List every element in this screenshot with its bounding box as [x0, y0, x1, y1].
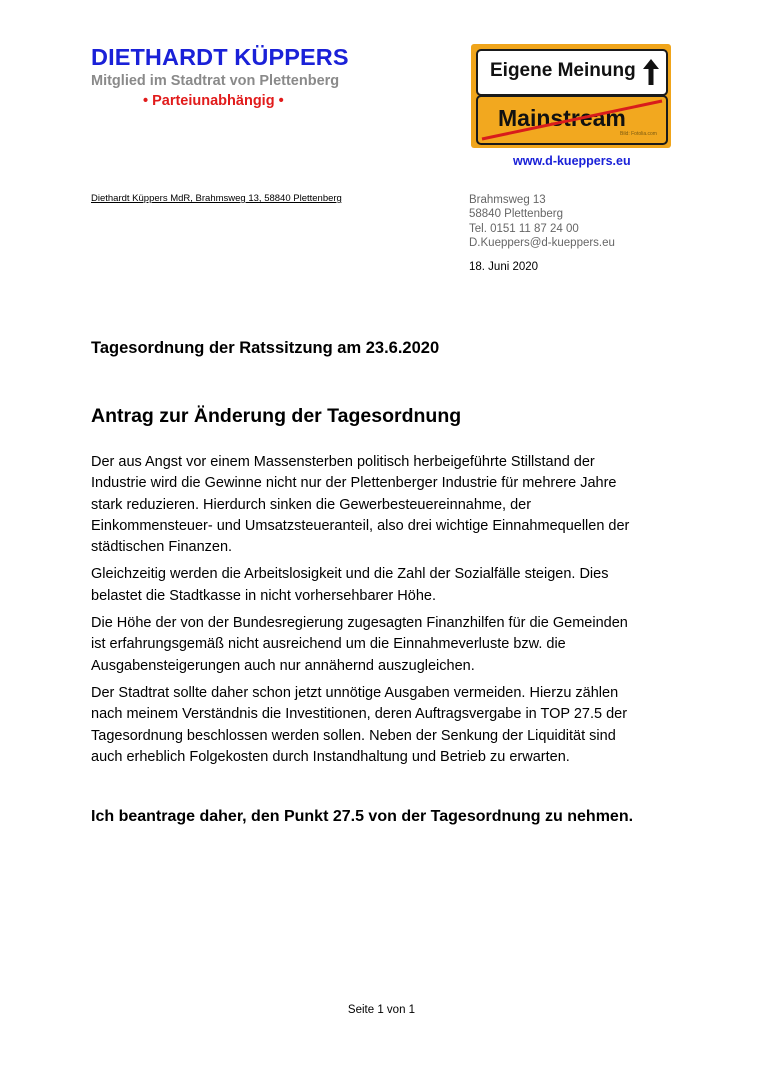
address-city: 58840 Plettenberg [469, 208, 563, 221]
text-line: Einkommensteuer- und Umsatzsteueranteil, also drei wichtige Einnahmequellen der [91, 517, 630, 534]
address-email: D.Kueppers@d-kueppers.eu [469, 236, 615, 249]
text-line: Gleichzeitig werden die Arbeitslosigkeit und die Zahl der Sozialfälle steigen. Dies [91, 566, 609, 583]
sign-credit: Bild: Fotolia.com [620, 131, 657, 137]
letter-body [91, 452, 691, 774]
text-line: Industrie wird die Gewinne nicht nur der Plettenberger Industrie für mehrere Jahre [91, 475, 617, 492]
author-party: • Parteiunabhängig • [143, 93, 284, 109]
address-phone: Tel. 0151 11 87 24 00 [469, 222, 579, 235]
text-line: stark reduzieren. Hierdurch sinken die Gewerbesteuereinnahme, der [91, 496, 532, 513]
text-line: ist erfahrungsgemäß nicht ausreichend um die Einnahmeverluste bzw. die [91, 636, 566, 653]
sign-bottom-text: Mainstream [498, 105, 626, 131]
agenda-title: Tagesordnung der Ratssitzung am 23.6.2020 [91, 339, 440, 357]
paragraph [91, 683, 691, 768]
text-line: Der aus Angst vor einem Massensterben politisch herbeigeführte Stillstand der [91, 454, 595, 470]
paragraph [91, 452, 691, 558]
sign-top-text: Eigene Meinung [490, 60, 636, 81]
letter-date: 18. Juni 2020 [469, 261, 539, 273]
page-footer: Seite 1 von 1 [347, 1004, 416, 1016]
text-line: städtischen Finanzen. [91, 539, 233, 556]
text-line: Ausgabensteigerungen auch nur annähernd auszugleichen. [91, 657, 475, 674]
author-role: Mitglied im Stadtrat von Plettenberg [91, 73, 340, 89]
arrow-up-icon [643, 59, 659, 85]
text-line: Die Höhe der von der Bundesregierung zugesagten Finanzhilfen für die Gemeinden [91, 615, 628, 632]
address-street: Brahmsweg 13 [469, 194, 546, 206]
text-line: Tagesordnung beschlossen werden sollen. Neben der Senkung der Liquidität sind [91, 727, 616, 744]
website-link[interactable]: www.d-kueppers.eu [513, 154, 631, 168]
author-name: DIETHARDT KÜPPERS [91, 44, 349, 70]
opinion-sign-logo [471, 44, 671, 148]
motion-title: Antrag zur Änderung der Tagesordnung [91, 405, 462, 427]
sign-top-panel [476, 49, 668, 96]
motion-request: Ich beantrage daher, den Punkt 27.5 von der Tagesordnung zu nehmen. [91, 808, 634, 825]
text-line: Der Stadtrat sollte daher schon jetzt unnötige Ausgaben vermeiden. Hierzu zählen [91, 684, 619, 701]
text-line: nach meinem Verständnis die Investitionen, deren Auftragsvergabe in TOP 27.5 der [91, 706, 628, 723]
paragraph [91, 564, 691, 607]
sign-bottom-panel [476, 95, 668, 145]
text-line: belastet die Stadtkasse in nicht vorhersehbarer Höhe. [91, 587, 436, 604]
address-block [469, 193, 615, 250]
text-line: auch erheblich Folgekosten durch Instandhaltung und Betrieb zu erwarten. [91, 748, 570, 765]
sender-line: Diethardt Küppers MdR, Brahmsweg 13, 58840 Plettenberg [91, 193, 342, 204]
paragraph [91, 613, 691, 677]
